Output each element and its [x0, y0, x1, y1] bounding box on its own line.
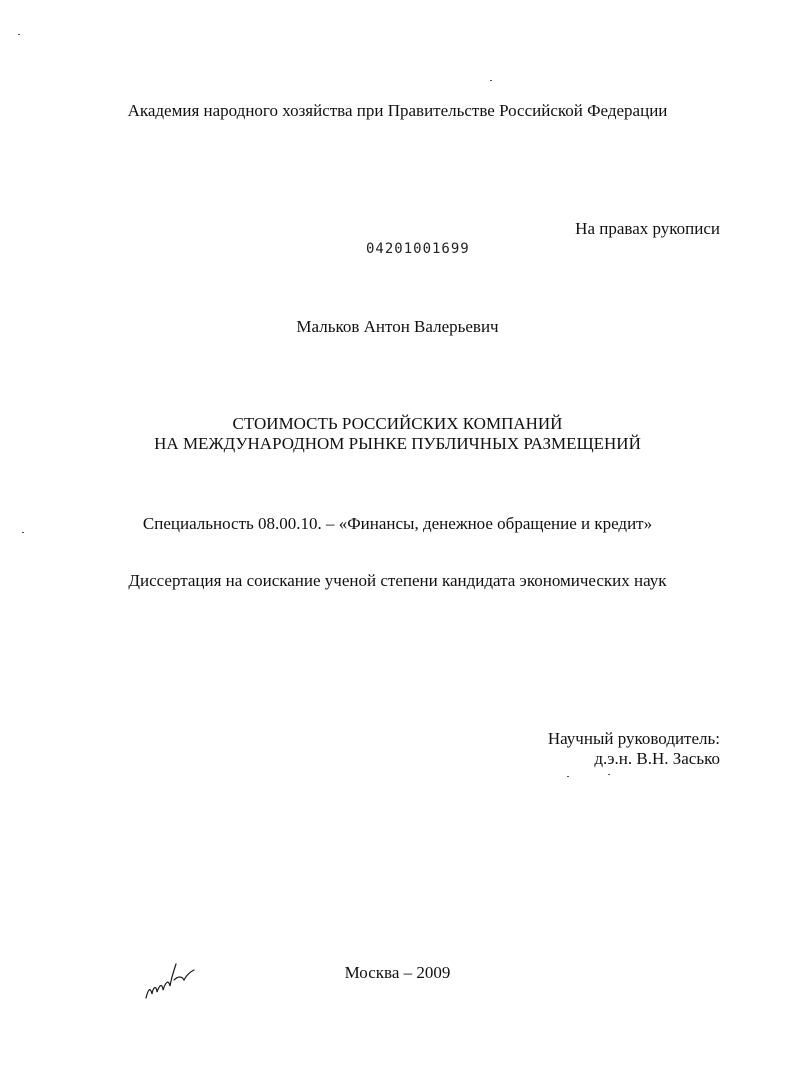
author-name: Мальков Антон Валерьевич [296, 317, 499, 336]
scan-speck [18, 34, 20, 35]
specialty: Специальность 08.00.10. – «Финансы, денежное обращение и кредит» [142, 514, 653, 533]
handwritten-signature [140, 950, 200, 1010]
catalog-number: 04201001699 [366, 241, 470, 257]
scan-speck [608, 774, 610, 775]
supervisor-name: д.э.н. В.Н. Засько [594, 749, 720, 768]
scan-speck [22, 532, 24, 533]
rights-label: На правах рукописи [575, 219, 720, 238]
supervisor-label: Научный руководитель: [547, 729, 720, 748]
degree-statement: Диссертация на соискание ученой степени кандидата экономических наук [128, 571, 667, 590]
institution-name: Академия народного хозяйства при Правительстве Российской Федерации [127, 101, 668, 120]
title-line-1: СТОИМОСТЬ РОССИЙСКИХ КОМПАНИЙ [232, 414, 563, 433]
scan-speck [567, 776, 569, 777]
title-line-2: НА МЕЖДУНАРОДНОМ РЫНКЕ ПУБЛИЧНЫХ РАЗМЕЩЕНИЙ [154, 434, 641, 453]
scan-speck [490, 80, 492, 81]
place-year: Москва – 2009 [344, 963, 451, 982]
